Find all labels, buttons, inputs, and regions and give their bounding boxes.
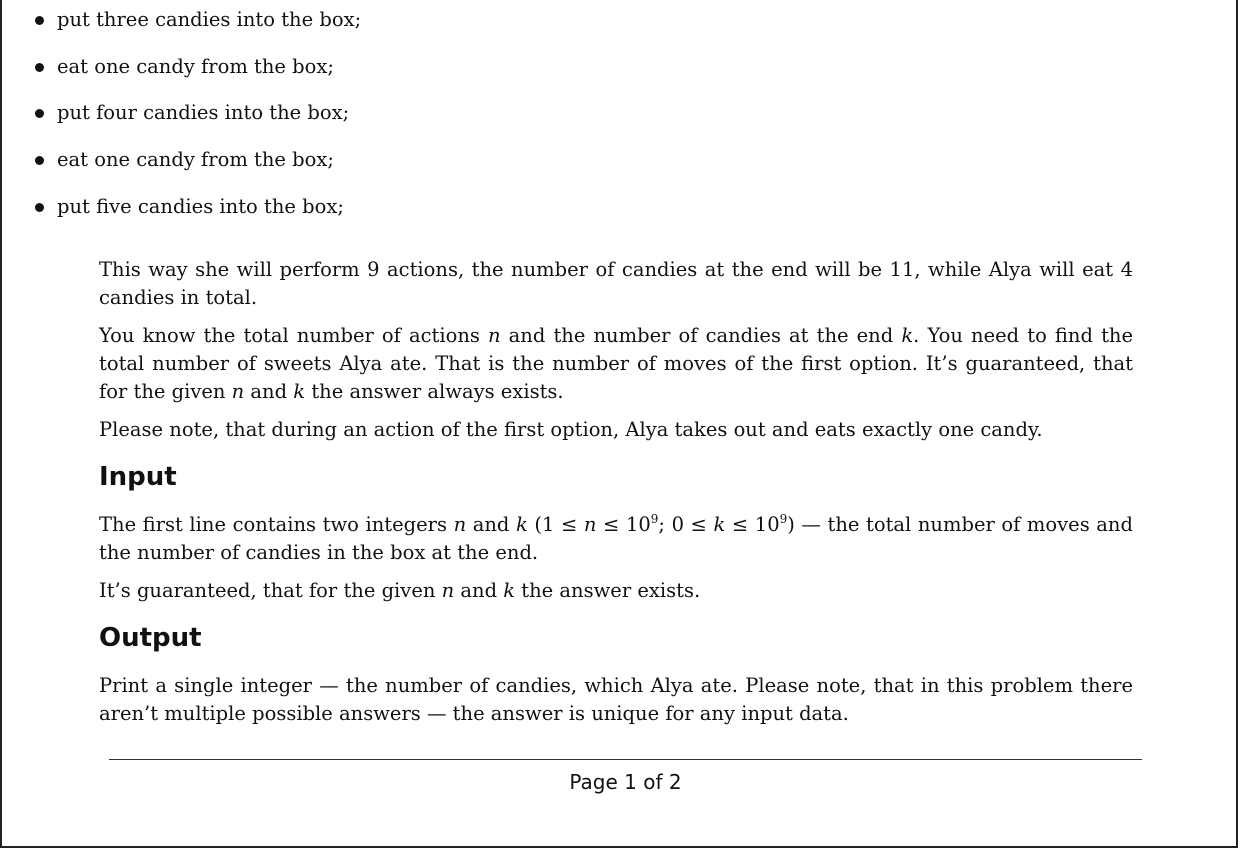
- bullet-icon: [35, 203, 44, 212]
- bullet-icon: [35, 156, 44, 165]
- note-paragraph: Please note, that during an action of the first option, Alya takes out and eats exactly one candy.: [99, 418, 1043, 441]
- example-summary-paragraph: This way she will perform 9 actions, the number of candies at the end will be 11, while Alya will eat 4 candies in total.: [99, 258, 1133, 309]
- input-heading: Input: [99, 462, 177, 492]
- task-paragraph: You know the total number of actions n and the number of candies at the end k. You need to find the total number of sweets Alya ate. That is the number of moves of the first option. It’s guaranteed, that for the given n and k the answer always exists.: [99, 324, 1133, 403]
- action-list: [35, 5, 361, 238]
- input-description: The first line contains two integers n and k ($1 \le n \le 10^9$; $0 \le k \le 10^9$) — the total number of moves and the number of candies in the box at the end.: [99, 512, 1133, 564]
- list-item: eat one candy from the box;: [35, 52, 361, 99]
- bullet-icon: [35, 109, 44, 118]
- bullet-icon: [35, 63, 44, 72]
- footer-divider: [109, 759, 1142, 760]
- bullet-icon: [35, 16, 44, 25]
- output-heading: Output: [99, 623, 202, 653]
- list-item: eat one candy from the box;: [35, 145, 361, 192]
- list-item: put five candies into the box;: [35, 192, 361, 239]
- page-number: Page 1 of 2: [569, 770, 682, 794]
- list-item: put four candies into the box;: [35, 98, 361, 145]
- list-item: put three candies into the box;: [35, 5, 361, 52]
- input-guarantee: It’s guaranteed, that for the given n and k the answer exists.: [99, 579, 701, 602]
- output-description: Print a single integer — the number of candies, which Alya ate. Please note, that in this problem there aren’t multiple possible answers — the answer is unique for any input data.: [99, 674, 1133, 725]
